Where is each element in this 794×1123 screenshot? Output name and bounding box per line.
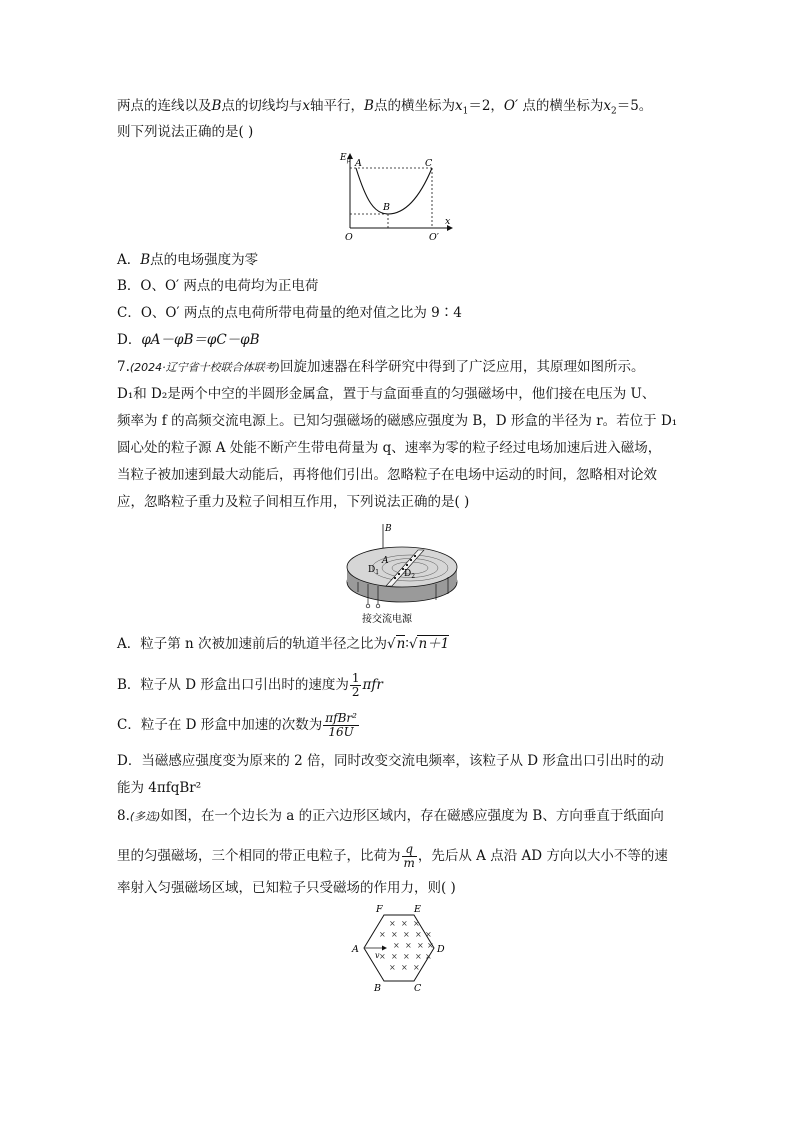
label-B: B xyxy=(383,202,390,213)
field-cross: × xyxy=(389,919,396,928)
label-v: v xyxy=(375,951,380,960)
field-cross: × xyxy=(425,930,432,939)
label-O: O xyxy=(345,232,353,243)
q6-option-d: D．φA－φB＝φC－φB xyxy=(117,332,260,348)
q7-cyclotron-figure xyxy=(340,522,465,627)
caption-ac-source: 接交流电源 xyxy=(362,614,412,625)
label-D2: $D_2$ xyxy=(404,569,416,580)
field-cross: × xyxy=(393,941,400,950)
label-hex-F: F xyxy=(376,904,383,915)
label-hex-E: E xyxy=(414,904,421,915)
ylabel-ep: $E_p$ xyxy=(340,153,351,164)
q6-option-c: C．O、O′ 两点的点电荷所带电荷量的绝对值之比为 9∶4 xyxy=(117,305,462,321)
label-C: C xyxy=(425,158,433,169)
q7-option-c: C．粒子在 D 形盒中加速的次数为 $\frac{\text{πfBr²}}{16U}$ xyxy=(117,711,357,739)
field-cross: × xyxy=(417,941,424,950)
q8-line-1: 8.(多选)如图，在一个边长为 a 的正六边形区域内，存在磁感应强度为 B、方向垂直于纸面向 xyxy=(117,808,664,824)
disk-top xyxy=(347,547,457,587)
label-O-prime: O′ xyxy=(429,232,439,243)
q6-option-b: B．O、O′ 两点的电荷均为正电荷 xyxy=(117,278,319,294)
q6-line-1: 两点的连线以及B点的切线均与x轴平行，B点的横坐标为$x_1=2$，O′ 点的横坐标为$x_2=5$。 xyxy=(117,98,653,117)
label-hex-A: A xyxy=(352,944,359,955)
field-cross: × xyxy=(391,930,398,939)
label-hex-D: D xyxy=(437,944,445,955)
q8-line-3: 率射入匀强磁场区域，已知粒子只受磁场的作用力，则( ) xyxy=(117,880,456,896)
field-cross: × xyxy=(379,930,386,939)
q7-line-2: D₁和 D₂是两个中空的半圆形金属盒，置于与盒面垂直的匀强磁场中，他们接在电压为 U、 xyxy=(117,386,656,402)
q7-line-6: 应，忽略粒子重力及粒子间相互作用，下列说法正确的是( ) xyxy=(117,494,470,510)
q6-line-2: 则下列说法正确的是( ) xyxy=(117,124,254,140)
field-cross: × xyxy=(415,930,422,939)
q7-line-1: 7.(2024·辽宁省十校联合体联考)回旋加速器在科学研究中得到了广泛应用，其原理如图所示。 xyxy=(117,359,645,375)
label-D1: $D_1$ xyxy=(368,565,380,576)
field-cross: × xyxy=(389,963,396,972)
label-hex-B: B xyxy=(374,983,381,992)
q7-option-d-2: 能为 4πfqBr² xyxy=(117,780,202,796)
field-cross: × xyxy=(413,963,420,972)
field-cross: × xyxy=(391,952,398,961)
label-x: x xyxy=(445,216,451,227)
field-cross: × xyxy=(403,930,410,939)
field-cross: × xyxy=(405,941,412,950)
q7-option-d-1: D．当磁感应强度变为原来的 2 倍，同时改变交流电频率，该粒子从 D 形盒出口引出时的动 xyxy=(117,753,664,769)
q8-hexagon-figure xyxy=(344,902,450,992)
field-cross: × xyxy=(427,941,434,950)
field-cross: × xyxy=(379,952,386,961)
q8-line-2: 里的匀强磁场，三个相同的带正电粒子，比荷为 $\frac{q}{m}$ ，先后从 A 点沿 AD 方向以大小不等的速 xyxy=(117,842,668,870)
label-A: A xyxy=(355,158,362,169)
q7-line-5: 当粒子被加速到最大动能后，再将他们引出。忽略粒子在电场中运动的时间，忽略相对论效 xyxy=(117,467,657,483)
field-cross: × xyxy=(403,952,410,961)
field-cross: × xyxy=(413,919,420,928)
field-cross: × xyxy=(425,952,432,961)
energy-curve xyxy=(356,168,432,214)
label-B-field: B xyxy=(385,524,392,534)
field-cross: × xyxy=(415,952,422,961)
label-A-source: A xyxy=(382,556,389,566)
q6-energy-graph xyxy=(332,148,457,243)
label-hex-C: C xyxy=(414,983,422,992)
q7-line-4: 圆心处的粒子源 A 处能不断产生带电荷量为 q、速率为零的粒子经过电场加速后进入磁场， xyxy=(117,440,662,456)
q6-option-a: A．B点的电场强度为零 xyxy=(117,252,259,268)
field-cross: × xyxy=(401,963,408,972)
field-cross: × xyxy=(401,919,408,928)
q7-line-3: 频率为 f 的高频交流电源上。已知匀强磁场的磁感应强度为 B，D 形盒的半径为 r。若位于 D₁ xyxy=(117,413,678,429)
q7-option-b: B．粒子从 D 形盒出口引出时的速度为 $\frac{1}{2}$ πfr xyxy=(117,671,383,699)
q7-option-a: A．粒子第 n 次被加速前后的轨道半径之比为√n∶√n＋1 xyxy=(117,636,450,652)
